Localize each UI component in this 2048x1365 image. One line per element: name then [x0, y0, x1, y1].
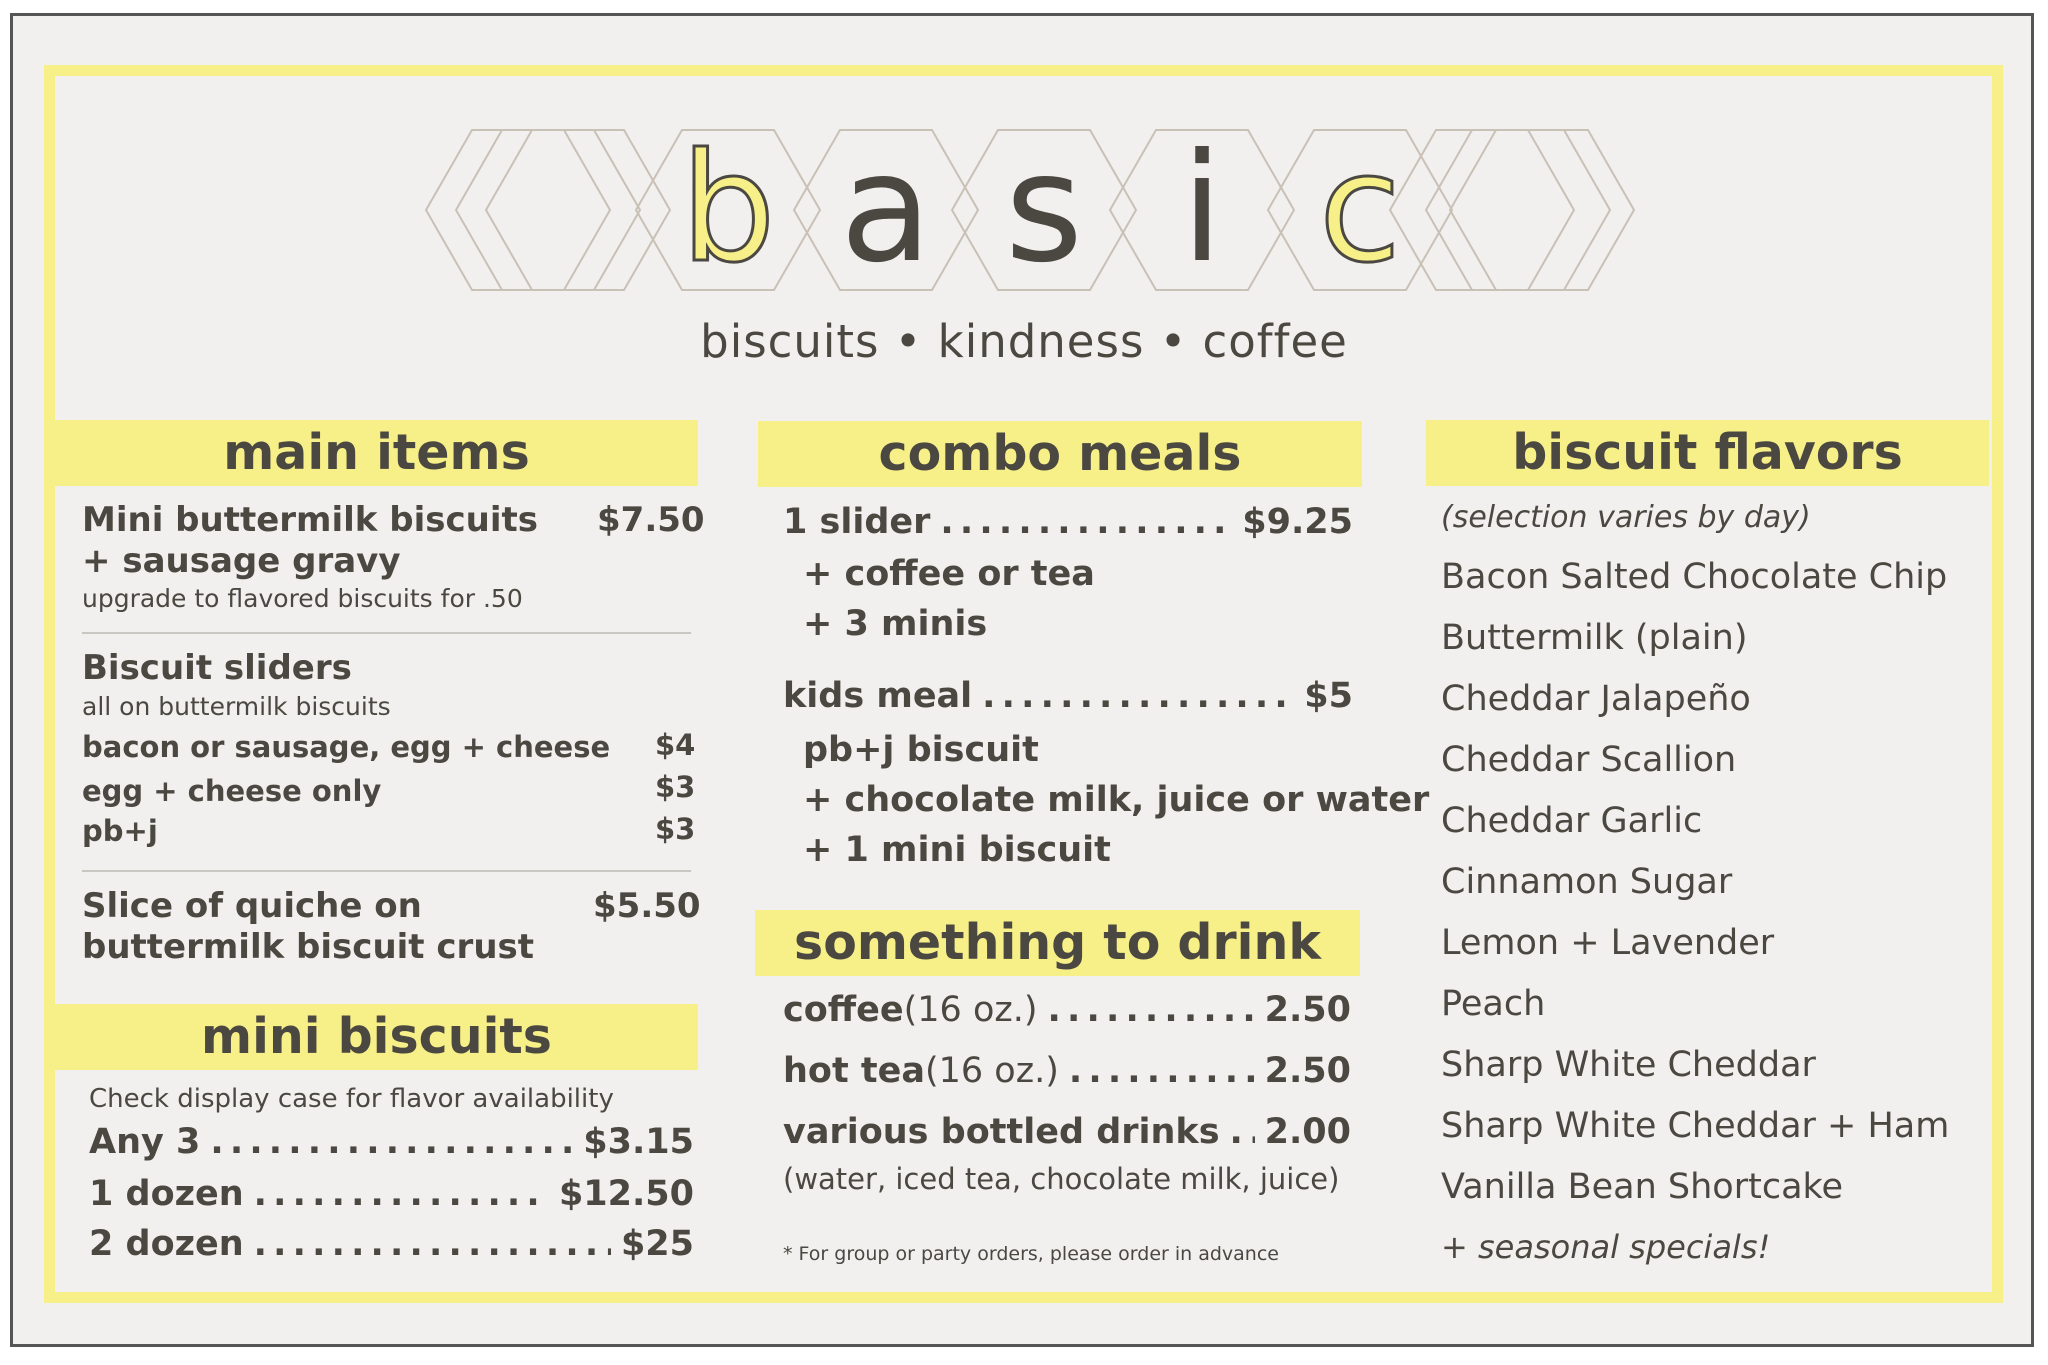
- slider-row: egg + cheese only: [82, 774, 382, 808]
- slider-price: $3: [655, 812, 696, 846]
- combo-addon: + coffee or tea: [803, 554, 1095, 594]
- dot-leader: [940, 502, 1232, 542]
- item-mini-biscuits-note: upgrade to flavored biscuits for .50: [82, 584, 523, 613]
- flavor-item: Vanilla Bean Shortcake: [1441, 1167, 1844, 1207]
- item-mini-biscuits-price: $7.50: [597, 500, 705, 540]
- slider-price: $4: [655, 728, 696, 762]
- flavor-item: Bacon Salted Chocolate Chip: [1441, 557, 1948, 597]
- mini-biscuits-note: Check display case for flavor availability: [89, 1084, 614, 1114]
- flavor-item: Cheddar Scallion: [1441, 740, 1737, 780]
- divider: [82, 632, 691, 634]
- drink-row: hot tea (16 oz.) . . . 2.50: [783, 1051, 1351, 1091]
- footnote: * For group or party orders, please order in advance: [783, 1243, 1279, 1265]
- flavor-item: Peach: [1441, 984, 1546, 1024]
- flavor-item: Cheddar Jalapeño: [1441, 679, 1751, 719]
- drink-row: various bottled drinks . . . 2.00: [783, 1112, 1351, 1152]
- quiche-name: Slice of quiche on buttermilk biscuit crust: [82, 886, 535, 967]
- slider-row: bacon or sausage, egg + cheese: [82, 730, 611, 764]
- kids-addon: pb+j biscuit: [803, 730, 1039, 770]
- flavor-item: Cheddar Garlic: [1441, 801, 1703, 841]
- logo-letter-i: i: [1181, 122, 1223, 296]
- dot-leader: [982, 676, 1294, 716]
- flavor-item: Lemon + Lavender: [1441, 923, 1775, 963]
- dot-leader: [1069, 1051, 1255, 1091]
- flavor-item: Cinnamon Sugar: [1441, 862, 1733, 902]
- logo-letter-b: b: [680, 122, 776, 296]
- flavor-item: Buttermilk (plain): [1441, 618, 1748, 658]
- logo-letter-a: a: [840, 122, 932, 296]
- main-items-heading: main items: [55, 420, 698, 486]
- sliders-note: all on buttermilk biscuits: [82, 692, 391, 721]
- mini-biscuit-row: 2 dozen . . . $25: [89, 1224, 694, 1264]
- divider: [82, 870, 691, 872]
- mini-biscuits-heading: mini biscuits: [55, 1004, 698, 1070]
- sliders-title: Biscuit sliders: [82, 648, 352, 688]
- item-mini-biscuits-name: Mini buttermilk biscuits + sausage gravy: [82, 500, 538, 581]
- dot-leader: [254, 1224, 611, 1264]
- seasonal-specials: + seasonal specials!: [1441, 1228, 1771, 1266]
- dot-leader: [1048, 990, 1255, 1030]
- drink-row: coffee (16 oz.) . . . 2.50: [783, 990, 1351, 1030]
- combo-meals-heading: combo meals: [758, 421, 1362, 487]
- combo-slider-row: 1 slider . . . $9.25: [783, 502, 1353, 542]
- flavors-note: (selection varies by day): [1441, 500, 1811, 535]
- hexagon-logo: [420, 110, 1640, 310]
- kids-addon: + chocolate milk, juice or water: [803, 780, 1430, 820]
- mini-biscuit-row: Any 3 . . . $3.15: [89, 1122, 694, 1162]
- tagline: biscuits • kindness • coffee: [700, 315, 1348, 368]
- drinks-heading: something to drink: [755, 910, 1360, 976]
- dot-leader: [254, 1174, 549, 1214]
- biscuit-flavors-heading: biscuit flavors: [1426, 420, 1989, 486]
- logo-letter-s: s: [1004, 122, 1084, 296]
- slider-price: $3: [655, 770, 696, 804]
- flavor-item: Sharp White Cheddar: [1441, 1045, 1816, 1085]
- bottled-drinks-note: (water, iced tea, chocolate milk, juice): [783, 1162, 1340, 1196]
- hexagon-outline: [1426, 130, 1610, 290]
- kids-meal-row: kids meal . . . $5: [783, 676, 1353, 716]
- quiche-price: $5.50: [593, 886, 701, 926]
- combo-addon: + 3 minis: [803, 604, 988, 644]
- mini-biscuit-row: 1 dozen . . . $12.50: [89, 1174, 694, 1214]
- logo-letter-c: c: [1318, 122, 1402, 296]
- slider-row: pb+j: [82, 814, 158, 848]
- dot-leader: [1230, 1112, 1255, 1152]
- dot-leader: [210, 1122, 573, 1162]
- kids-addon: + 1 mini biscuit: [803, 830, 1111, 870]
- flavor-item: Sharp White Cheddar + Ham: [1441, 1106, 1950, 1146]
- hexagon-outline: [456, 130, 640, 290]
